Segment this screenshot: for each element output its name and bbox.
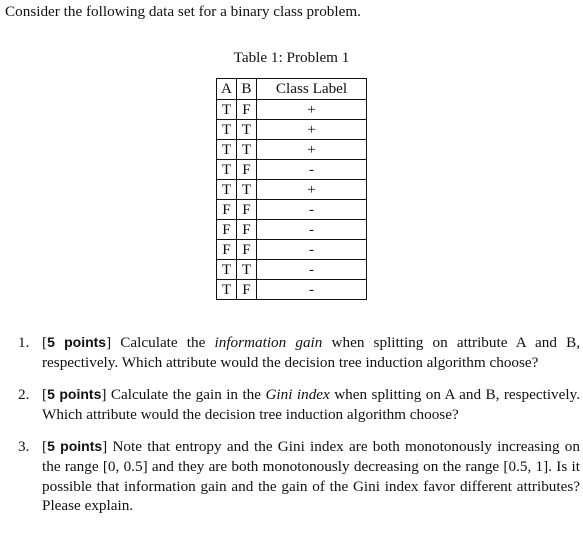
points-label: 5 points [47,334,107,350]
cell-a: F [217,220,237,240]
cell-a: T [217,160,237,180]
cell-class-label: - [257,200,367,220]
question-2 [18,385,580,424]
points-label: 5 points [47,386,102,403]
cell-b: T [237,120,257,140]
cell-class-label: + [257,100,367,120]
cell-class-label: + [257,180,367,200]
question-text: Calculate the gain in the [106,386,266,404]
cell-class-label: - [257,260,367,280]
header-b: B [237,79,257,100]
cell-b: F [237,200,257,220]
points-open: [ [42,334,48,351]
question-1 [18,333,580,372]
points-close: ] [106,334,112,351]
cell-b: T [237,140,257,160]
table-row [217,280,367,300]
cell-class-label: - [257,160,367,180]
points-label: 5 points [47,438,103,455]
table-caption: Table 1: Problem 1 [233,49,350,66]
cell-b: F [237,100,257,120]
cell-b: F [237,160,257,180]
cell-a: T [217,100,237,120]
question-text-rest: when splitting on attribute A and B, respectively. Which attribute would the decision tree induction algorithm choose? [42,334,581,371]
question-list [18,333,580,529]
table-row [217,260,367,280]
points-open: [ [42,438,48,456]
data-table [216,78,367,300]
cell-class-label: - [257,240,367,260]
table-row [217,240,367,260]
cell-a: T [217,180,237,200]
cell-a: T [217,140,237,160]
table-row [217,180,367,200]
question-text-rest: when splitting on A and B, respectively. Which attribute would the decision tree induction algorithm choose? [42,386,581,423]
table-row [217,140,367,160]
table-row [217,100,367,120]
cell-a: T [217,280,237,300]
cell-b: F [237,240,257,260]
table-header-row [217,79,367,100]
question-emphasis: Gini index [265,386,330,404]
question-emphasis: information gain [214,334,323,351]
points-close: ] [102,438,108,456]
cell-class-label: + [257,140,367,160]
points-close: ] [101,386,107,404]
cell-class-label: - [257,220,367,240]
table-row [217,120,367,140]
header-a: A [217,79,237,100]
cell-b: F [237,280,257,300]
cell-a: T [217,260,237,280]
header-class-label: Class Label [257,79,367,100]
table-row [217,220,367,240]
cell-a: T [217,120,237,140]
table-row [217,160,367,180]
cell-b: T [237,260,257,280]
cell-b: F [237,220,257,240]
question-number: 2. [18,386,30,404]
table-row [217,200,367,220]
cell-class-label: - [257,280,367,300]
question-3 [18,437,580,515]
question-number: 3. [18,438,30,456]
cell-a: F [217,240,237,260]
question-number: 1. [18,334,30,351]
question-text: Note that entropy and the Gini index are both monotonously increasing on the range [0, 0.5] and they are both monotonously decreasing on the range [0.5, 1]. Is it possible that information gain and the gain of the Gini index favor different attributes? Please explain. [42,438,580,515]
cell-a: F [217,200,237,220]
cell-b: T [237,180,257,200]
points-open: [ [42,386,48,404]
question-text: Calculate the [111,334,215,351]
intro-text: Consider the following data set for a binary class problem. [5,3,361,20]
cell-class-label: + [257,120,367,140]
